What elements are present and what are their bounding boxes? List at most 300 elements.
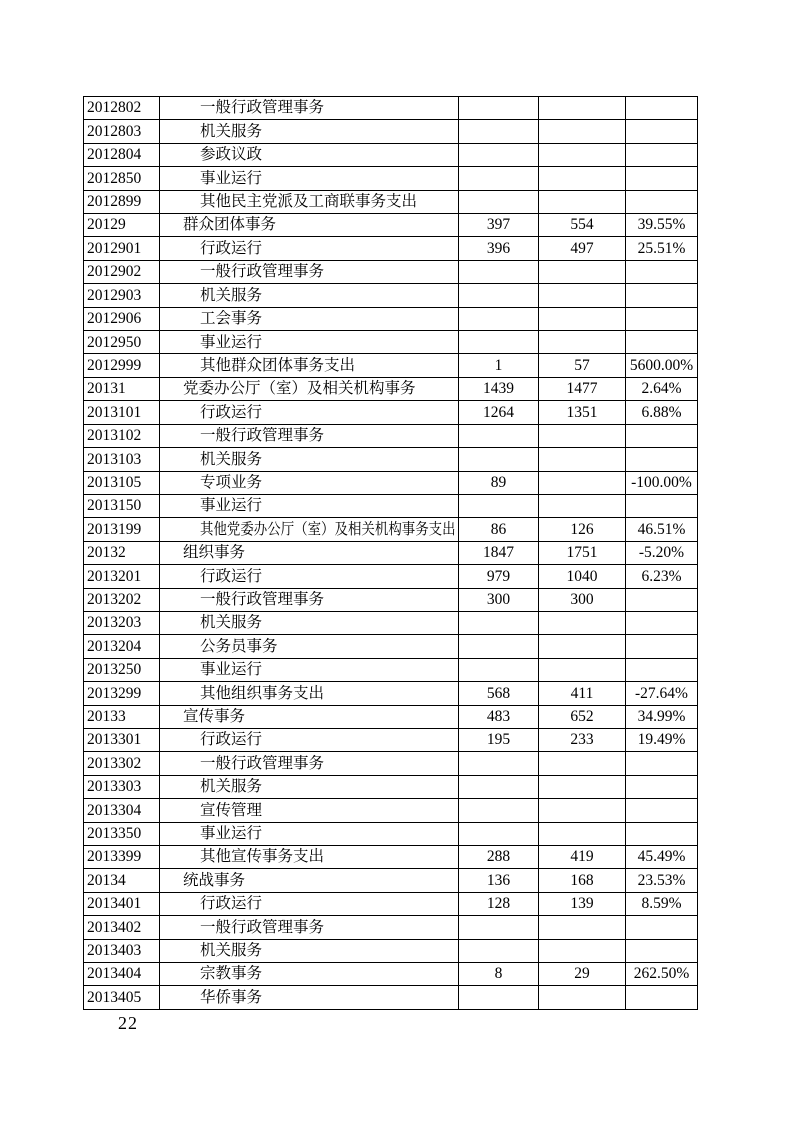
cell-code	[84, 706, 160, 729]
cell-change-pct-text: 2.64%	[641, 380, 682, 398]
cell-value-2	[539, 823, 626, 846]
cell-item-name	[160, 120, 459, 143]
cell-code	[84, 846, 160, 869]
cell-code-text: 2013404	[87, 965, 142, 983]
cell-value-2	[539, 940, 626, 963]
cell-item-name	[160, 144, 459, 167]
cell-code-text: 2013402	[87, 918, 142, 936]
cell-value-1-text: 1439	[483, 380, 514, 398]
cell-change-pct	[626, 354, 698, 377]
cell-code	[84, 144, 160, 167]
cell-value-2-text: 554	[570, 216, 594, 234]
cell-code-text: 2012850	[87, 169, 142, 187]
cell-code-text: 2013199	[87, 520, 142, 538]
cell-code	[84, 612, 160, 635]
cell-code-text: 2013201	[87, 567, 142, 585]
cell-code-text: 2013250	[87, 661, 142, 679]
cell-code	[84, 401, 160, 424]
cell-value-2	[539, 284, 626, 307]
cell-item-name	[160, 940, 459, 963]
cell-code	[84, 729, 160, 752]
cell-value-2	[539, 448, 626, 471]
cell-code	[84, 284, 160, 307]
cell-item-name-text: 机关服务	[200, 286, 263, 304]
cell-value-1	[459, 659, 539, 682]
cell-item-name	[160, 589, 459, 612]
cell-value-1	[459, 401, 539, 424]
cell-item-name-text: 其他民主党派及工商联事务支出	[200, 193, 418, 211]
cell-item-name	[160, 799, 459, 822]
cell-change-pct	[626, 893, 698, 916]
cell-change-pct	[626, 97, 698, 120]
cell-value-1-text: 397	[486, 216, 511, 234]
cell-value-1	[459, 378, 539, 401]
cell-item-name-text: 行政运行	[200, 403, 263, 421]
cell-change-pct	[626, 495, 698, 518]
cell-code-text: 20129	[87, 216, 126, 234]
cell-code	[84, 986, 160, 1009]
cell-value-2	[539, 565, 626, 588]
cell-item-name-text: 一般行政管理事务	[200, 754, 325, 772]
cell-item-name	[160, 565, 459, 588]
cell-change-pct	[626, 612, 698, 635]
cell-change-pct	[626, 940, 698, 963]
cell-change-pct	[626, 986, 698, 1009]
cell-code	[84, 659, 160, 682]
cell-value-2	[539, 191, 626, 214]
cell-code	[84, 542, 160, 565]
cell-item-name-text: 专项业务	[200, 473, 263, 491]
cell-code-text: 2013403	[87, 942, 142, 960]
cell-value-2	[539, 120, 626, 143]
cell-item-name	[160, 752, 459, 775]
cell-value-2	[539, 869, 626, 892]
cell-code-text: 2013204	[87, 637, 142, 655]
cell-code	[84, 331, 160, 354]
cell-code-text: 2013350	[87, 825, 142, 843]
cell-item-name-text: 公务员事务	[200, 637, 278, 655]
cell-change-pct	[626, 448, 698, 471]
cell-value-1-text: 1847	[483, 544, 514, 562]
cell-code	[84, 97, 160, 120]
cell-change-pct	[626, 776, 698, 799]
cell-change-pct-text: -100.00%	[631, 473, 692, 491]
cell-item-name	[160, 261, 459, 284]
cell-item-name-text: 宣传管理	[200, 801, 263, 819]
cell-code	[84, 940, 160, 963]
cell-value-2	[539, 682, 626, 705]
cell-value-2	[539, 97, 626, 120]
cell-code	[84, 916, 160, 939]
cell-item-name-text: 机关服务	[200, 122, 263, 140]
cell-change-pct	[626, 120, 698, 143]
cell-value-1	[459, 612, 539, 635]
cell-value-1	[459, 799, 539, 822]
cell-value-2	[539, 986, 626, 1009]
cell-item-name	[160, 893, 459, 916]
cell-value-2	[539, 893, 626, 916]
cell-value-2	[539, 612, 626, 635]
cell-item-name	[160, 518, 459, 541]
cell-code	[84, 191, 160, 214]
cell-item-name-text: 行政运行	[200, 567, 263, 585]
cell-code-text: 2013102	[87, 427, 142, 445]
cell-value-1	[459, 752, 539, 775]
cell-code-text: 2013304	[87, 801, 142, 819]
cell-change-pct	[626, 331, 698, 354]
cell-change-pct	[626, 425, 698, 448]
cell-value-1-text: 1264	[483, 403, 514, 421]
cell-item-name-text: 行政运行	[200, 239, 263, 257]
cell-code	[84, 308, 160, 331]
cell-value-1-text: 568	[486, 684, 511, 702]
cell-code	[84, 214, 160, 237]
cell-value-2	[539, 425, 626, 448]
cell-code	[84, 776, 160, 799]
cell-value-1	[459, 963, 539, 986]
cell-value-2	[539, 752, 626, 775]
cell-code-text: 2013150	[87, 497, 142, 515]
cell-item-name	[160, 963, 459, 986]
cell-value-1	[459, 495, 539, 518]
cell-item-name-text: 组织事务	[183, 544, 246, 562]
cell-code	[84, 120, 160, 143]
cell-value-1	[459, 729, 539, 752]
cell-value-2-text: 300	[570, 590, 594, 608]
cell-value-1	[459, 869, 539, 892]
cell-change-pct-text: -27.64%	[635, 684, 688, 702]
cell-change-pct	[626, 565, 698, 588]
cell-item-name-text: 其他群众团体事务支出	[200, 356, 356, 374]
cell-code-text: 2012802	[87, 99, 142, 117]
cell-value-2	[539, 659, 626, 682]
cell-change-pct	[626, 659, 698, 682]
cell-item-name	[160, 495, 459, 518]
cell-item-name	[160, 401, 459, 424]
cell-value-1-text: 300	[486, 590, 511, 608]
cell-value-2	[539, 331, 626, 354]
cell-value-2	[539, 635, 626, 658]
cell-item-name-text: 机关服务	[200, 614, 263, 632]
cell-code-text: 2013405	[87, 988, 142, 1006]
cell-value-2	[539, 589, 626, 612]
cell-value-2-text: 411	[570, 684, 594, 702]
cell-value-1	[459, 893, 539, 916]
cell-code	[84, 823, 160, 846]
cell-code-text: 2012899	[87, 193, 142, 211]
cell-item-name	[160, 284, 459, 307]
cell-item-name-text: 其他宣传事务支出	[200, 848, 325, 866]
cell-code	[84, 635, 160, 658]
cell-code	[84, 448, 160, 471]
cell-value-2	[539, 542, 626, 565]
cell-value-2	[539, 963, 626, 986]
cell-value-1-text: 195	[486, 731, 511, 749]
cell-value-1	[459, 682, 539, 705]
cell-value-1	[459, 635, 539, 658]
cell-code-text: 20131	[87, 380, 126, 398]
cell-code	[84, 472, 160, 495]
cell-change-pct-text: 25.51%	[637, 239, 686, 257]
cell-value-1	[459, 916, 539, 939]
cell-item-name-text: 工会事务	[200, 310, 263, 328]
cell-item-name	[160, 191, 459, 214]
cell-code-text: 2013101	[87, 403, 142, 421]
cell-value-2	[539, 846, 626, 869]
cell-item-name-text: 华侨事务	[200, 988, 263, 1006]
cell-code	[84, 425, 160, 448]
cell-code	[84, 963, 160, 986]
cell-item-name	[160, 97, 459, 120]
cell-code	[84, 752, 160, 775]
cell-change-pct	[626, 401, 698, 424]
cell-value-1	[459, 284, 539, 307]
cell-item-name-text: 机关服务	[200, 450, 263, 468]
cell-item-name-text: 事业运行	[200, 169, 263, 187]
cell-item-name	[160, 472, 459, 495]
cell-item-name-text: 事业运行	[200, 333, 263, 351]
cell-item-name-text: 行政运行	[200, 731, 263, 749]
cell-item-name-text: 一般行政管理事务	[200, 427, 325, 445]
cell-value-1	[459, 261, 539, 284]
cell-change-pct-text: -5.20%	[638, 544, 685, 562]
cell-change-pct-text: 46.51%	[637, 520, 686, 538]
cell-value-1-text: 1	[494, 356, 503, 374]
cell-value-2	[539, 472, 626, 495]
cell-value-1	[459, 237, 539, 260]
cell-change-pct	[626, 542, 698, 565]
cell-code-text: 2013303	[87, 778, 142, 796]
cell-item-name-text: 一般行政管理事务	[200, 263, 325, 281]
cell-code-text: 2013399	[87, 848, 142, 866]
cell-code-text: 2013301	[87, 731, 142, 749]
cell-code-text: 2012902	[87, 263, 142, 281]
cell-item-name-text: 其他组织事务支出	[200, 684, 325, 702]
cell-value-2-text: 233	[570, 731, 594, 749]
cell-change-pct	[626, 144, 698, 167]
cell-item-name	[160, 823, 459, 846]
cell-item-name	[160, 869, 459, 892]
cell-value-1	[459, 472, 539, 495]
cell-change-pct-text: 23.53%	[637, 871, 686, 889]
cell-code	[84, 261, 160, 284]
cell-item-name-text: 统战事务	[183, 871, 246, 889]
cell-item-name-text: 一般行政管理事务	[200, 918, 325, 936]
cell-change-pct-text: 5600.00%	[629, 356, 694, 374]
cell-code-text: 20133	[87, 708, 126, 726]
cell-value-1-text: 288	[486, 848, 511, 866]
cell-change-pct	[626, 752, 698, 775]
cell-code-text: 2013202	[87, 590, 142, 608]
cell-code-text: 20134	[87, 871, 126, 889]
cell-code-text: 2012950	[87, 333, 142, 351]
cell-code	[84, 589, 160, 612]
cell-item-name-text: 党委办公厅（室）及相关机构事务	[183, 380, 416, 398]
cell-value-2	[539, 916, 626, 939]
cell-value-1-text: 979	[486, 567, 511, 585]
cell-value-1	[459, 565, 539, 588]
cell-change-pct	[626, 214, 698, 237]
cell-code-text: 2013203	[87, 614, 142, 632]
cell-code	[84, 799, 160, 822]
cell-item-name	[160, 308, 459, 331]
cell-change-pct	[626, 869, 698, 892]
cell-value-2	[539, 261, 626, 284]
cell-value-2-text: 419	[570, 848, 594, 866]
cell-value-1	[459, 986, 539, 1009]
cell-value-2	[539, 776, 626, 799]
page-number: 22	[118, 1013, 138, 1033]
cell-value-1-text: 89	[490, 473, 507, 491]
cell-item-name	[160, 425, 459, 448]
cell-value-1	[459, 331, 539, 354]
cell-change-pct-text: 6.23%	[641, 567, 682, 585]
cell-change-pct	[626, 378, 698, 401]
cell-item-name	[160, 916, 459, 939]
cell-code	[84, 495, 160, 518]
cell-item-name	[160, 706, 459, 729]
cell-code	[84, 682, 160, 705]
cell-code	[84, 893, 160, 916]
cell-item-name-text: 宗教事务	[200, 965, 263, 983]
cell-code	[84, 167, 160, 190]
cell-change-pct	[626, 308, 698, 331]
cell-item-name	[160, 214, 459, 237]
cell-code-text: 2012999	[87, 356, 142, 374]
cell-value-1	[459, 167, 539, 190]
cell-value-2	[539, 214, 626, 237]
cell-value-2-text: 57	[574, 356, 590, 374]
cell-value-1-text: 396	[486, 239, 511, 257]
cell-code-text: 2012803	[87, 122, 142, 140]
cell-change-pct	[626, 682, 698, 705]
cell-value-2	[539, 144, 626, 167]
cell-change-pct-text: 45.49%	[637, 848, 686, 866]
cell-item-name-text: 行政运行	[200, 895, 263, 913]
cell-change-pct	[626, 261, 698, 284]
cell-code-text: 2013302	[87, 754, 142, 772]
cell-value-2	[539, 518, 626, 541]
cell-change-pct	[626, 589, 698, 612]
cell-value-2	[539, 799, 626, 822]
cell-change-pct	[626, 916, 698, 939]
cell-change-pct	[626, 963, 698, 986]
cell-value-2	[539, 237, 626, 260]
cell-value-1	[459, 518, 539, 541]
cell-code-text: 2012903	[87, 286, 142, 304]
cell-item-name-text: 事业运行	[200, 825, 263, 843]
cell-item-name-text: 一般行政管理事务	[200, 99, 325, 117]
cell-value-2	[539, 167, 626, 190]
cell-item-name	[160, 378, 459, 401]
cell-item-name	[160, 167, 459, 190]
cell-change-pct	[626, 846, 698, 869]
cell-code	[84, 518, 160, 541]
cell-code	[84, 378, 160, 401]
cell-code	[84, 354, 160, 377]
cell-value-1-text: 86	[490, 520, 507, 538]
cell-value-2-text: 168	[570, 871, 594, 889]
cell-value-2	[539, 378, 626, 401]
cell-change-pct-text: 6.88%	[641, 403, 682, 421]
cell-change-pct	[626, 729, 698, 752]
cell-value-1	[459, 425, 539, 448]
cell-change-pct	[626, 284, 698, 307]
cell-change-pct	[626, 799, 698, 822]
cell-value-2-text: 1040	[566, 567, 598, 585]
cell-code-text: 2012906	[87, 310, 142, 328]
cell-value-1	[459, 823, 539, 846]
cell-change-pct-text: 34.99%	[637, 708, 686, 726]
cell-value-1	[459, 448, 539, 471]
cell-value-2	[539, 706, 626, 729]
cell-change-pct-text: 8.59%	[641, 895, 682, 913]
cell-value-1	[459, 144, 539, 167]
cell-item-name-text: 其他党委办公厅（室）及相关机构事务支出	[200, 520, 456, 538]
cell-item-name	[160, 776, 459, 799]
cell-code-text: 2013299	[87, 684, 142, 702]
cell-value-1	[459, 120, 539, 143]
cell-item-name-text: 宣传事务	[183, 708, 246, 726]
cell-item-name	[160, 542, 459, 565]
cell-item-name	[160, 986, 459, 1009]
cell-value-2	[539, 729, 626, 752]
cell-value-1	[459, 214, 539, 237]
cell-code-text: 2013105	[87, 473, 142, 491]
cell-value-1	[459, 776, 539, 799]
cell-value-2-text: 497	[570, 239, 594, 257]
cell-item-name	[160, 612, 459, 635]
cell-value-1	[459, 191, 539, 214]
cell-item-name-text: 参政议政	[200, 146, 263, 164]
cell-code-text: 2012901	[87, 239, 142, 257]
cell-change-pct-text: 39.55%	[637, 216, 686, 234]
cell-item-name	[160, 448, 459, 471]
cell-code-text: 2012804	[87, 146, 142, 164]
cell-code-text: 2013401	[87, 895, 142, 913]
cell-value-1	[459, 706, 539, 729]
cell-item-name	[160, 846, 459, 869]
cell-code	[84, 237, 160, 260]
cell-value-1	[459, 308, 539, 331]
cell-value-1	[459, 542, 539, 565]
cell-value-1	[459, 940, 539, 963]
cell-change-pct	[626, 237, 698, 260]
cell-value-1	[459, 97, 539, 120]
cell-value-1-text: 483	[486, 708, 511, 726]
cell-change-pct-text: 19.49%	[637, 731, 686, 749]
cell-value-1	[459, 846, 539, 869]
cell-item-name-text: 机关服务	[200, 778, 263, 796]
cell-change-pct	[626, 191, 698, 214]
cell-code-text: 20132	[87, 544, 126, 562]
cell-value-2-text: 652	[570, 708, 594, 726]
cell-item-name-text: 群众团体事务	[183, 216, 277, 234]
cell-change-pct	[626, 635, 698, 658]
cell-code-text: 2013103	[87, 450, 142, 468]
cell-value-2-text: 1477	[566, 380, 598, 398]
cell-item-name	[160, 682, 459, 705]
cell-value-2-text: 1351	[566, 403, 598, 421]
cell-item-name	[160, 659, 459, 682]
cell-item-name	[160, 354, 459, 377]
cell-item-name	[160, 729, 459, 752]
cell-value-2-text: 126	[570, 520, 594, 538]
cell-value-2	[539, 354, 626, 377]
cell-value-2-text: 29	[574, 965, 590, 983]
cell-item-name	[160, 635, 459, 658]
cell-item-name-text: 一般行政管理事务	[200, 590, 325, 608]
